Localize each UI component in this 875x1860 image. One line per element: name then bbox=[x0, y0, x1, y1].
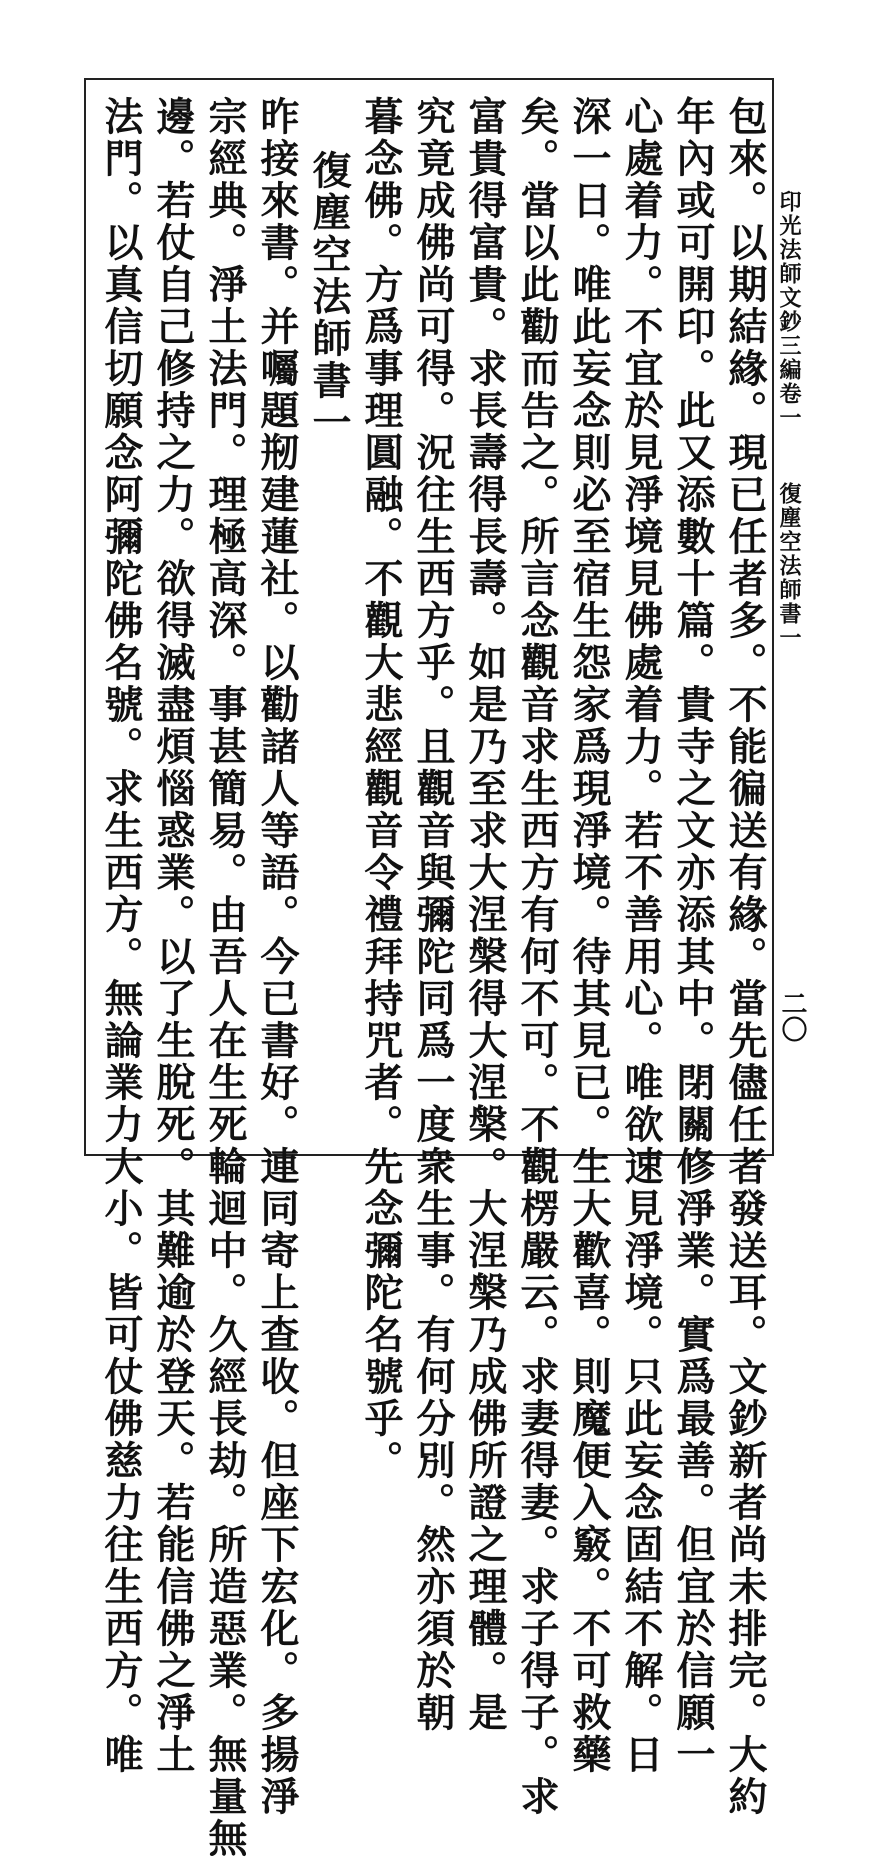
section-title: 復塵空法師書一 bbox=[776, 482, 802, 650]
text-column-3: 心處着力。不宜於見淨境見佛處着力。若不善用心。唯欲速見淨境。只此妄念固結不解。日 bbox=[618, 96, 664, 1776]
running-title: 印光法師文鈔三編卷一 bbox=[776, 190, 802, 430]
text-column-10: 昨接來書。并囑題剏建蓮社。以勸諸人等語。今已書好。連同寄上查收。但座下宏化。多揚淨 bbox=[254, 96, 300, 1818]
text-column-8: 暮念佛。方爲事理圓融。不觀大悲經觀音令禮拜持咒者。先念彌陀名號乎。 bbox=[358, 96, 404, 1482]
page-header-column bbox=[774, 190, 814, 1090]
letter-heading: 復塵空法師書一 bbox=[306, 150, 352, 444]
text-column-1: 包來。以期結緣。現已任者多。不能徧送有緣。當先儘任者發送耳。文鈔新者尚未排完。大約 bbox=[722, 96, 768, 1818]
text-column-11: 宗經典。淨土法門。理極高深。事甚簡易。由吾人在生死輪迴中。久經長劫。所造惡業。無量無 bbox=[202, 96, 248, 1860]
text-column-2: 年內或可開印。此又添數十篇。貴寺之文亦添其中。閉關修淨業。實爲最善。但宜於信願一 bbox=[670, 96, 716, 1776]
text-column-6: 富貴得富貴。求長壽得長壽。如是乃至求大涅槃得大涅槃。大涅槃乃成佛所證之理體。是 bbox=[462, 96, 508, 1734]
text-column-12: 邊。若仗自己修持之力。欲得滅盡煩惱惑業。以了生脫死。其難逾於登天。若能信佛之淨土 bbox=[150, 96, 196, 1776]
page-number: 二〇 bbox=[777, 990, 807, 1042]
text-column-5: 矣。當以此勸而告之。所言念觀音求生西方有何不可。不觀楞嚴云。求妻得妻。求子得子。求 bbox=[514, 96, 560, 1818]
text-column-7: 究竟成佛尚可得。況往生西方乎。且觀音與彌陀同爲一度衆生事。有何分別。然亦須於朝 bbox=[410, 96, 456, 1734]
text-column-13: 法門。以真信切願念阿彌陀佛名號。求生西方。無論業力大小。皆可仗佛慈力往生西方。唯 bbox=[98, 96, 144, 1776]
text-column-4: 深一日。唯此妄念則必至宿生怨家爲現淨境。待其見已。生大歡喜。則魔便入竅。不可救藥 bbox=[566, 96, 612, 1776]
